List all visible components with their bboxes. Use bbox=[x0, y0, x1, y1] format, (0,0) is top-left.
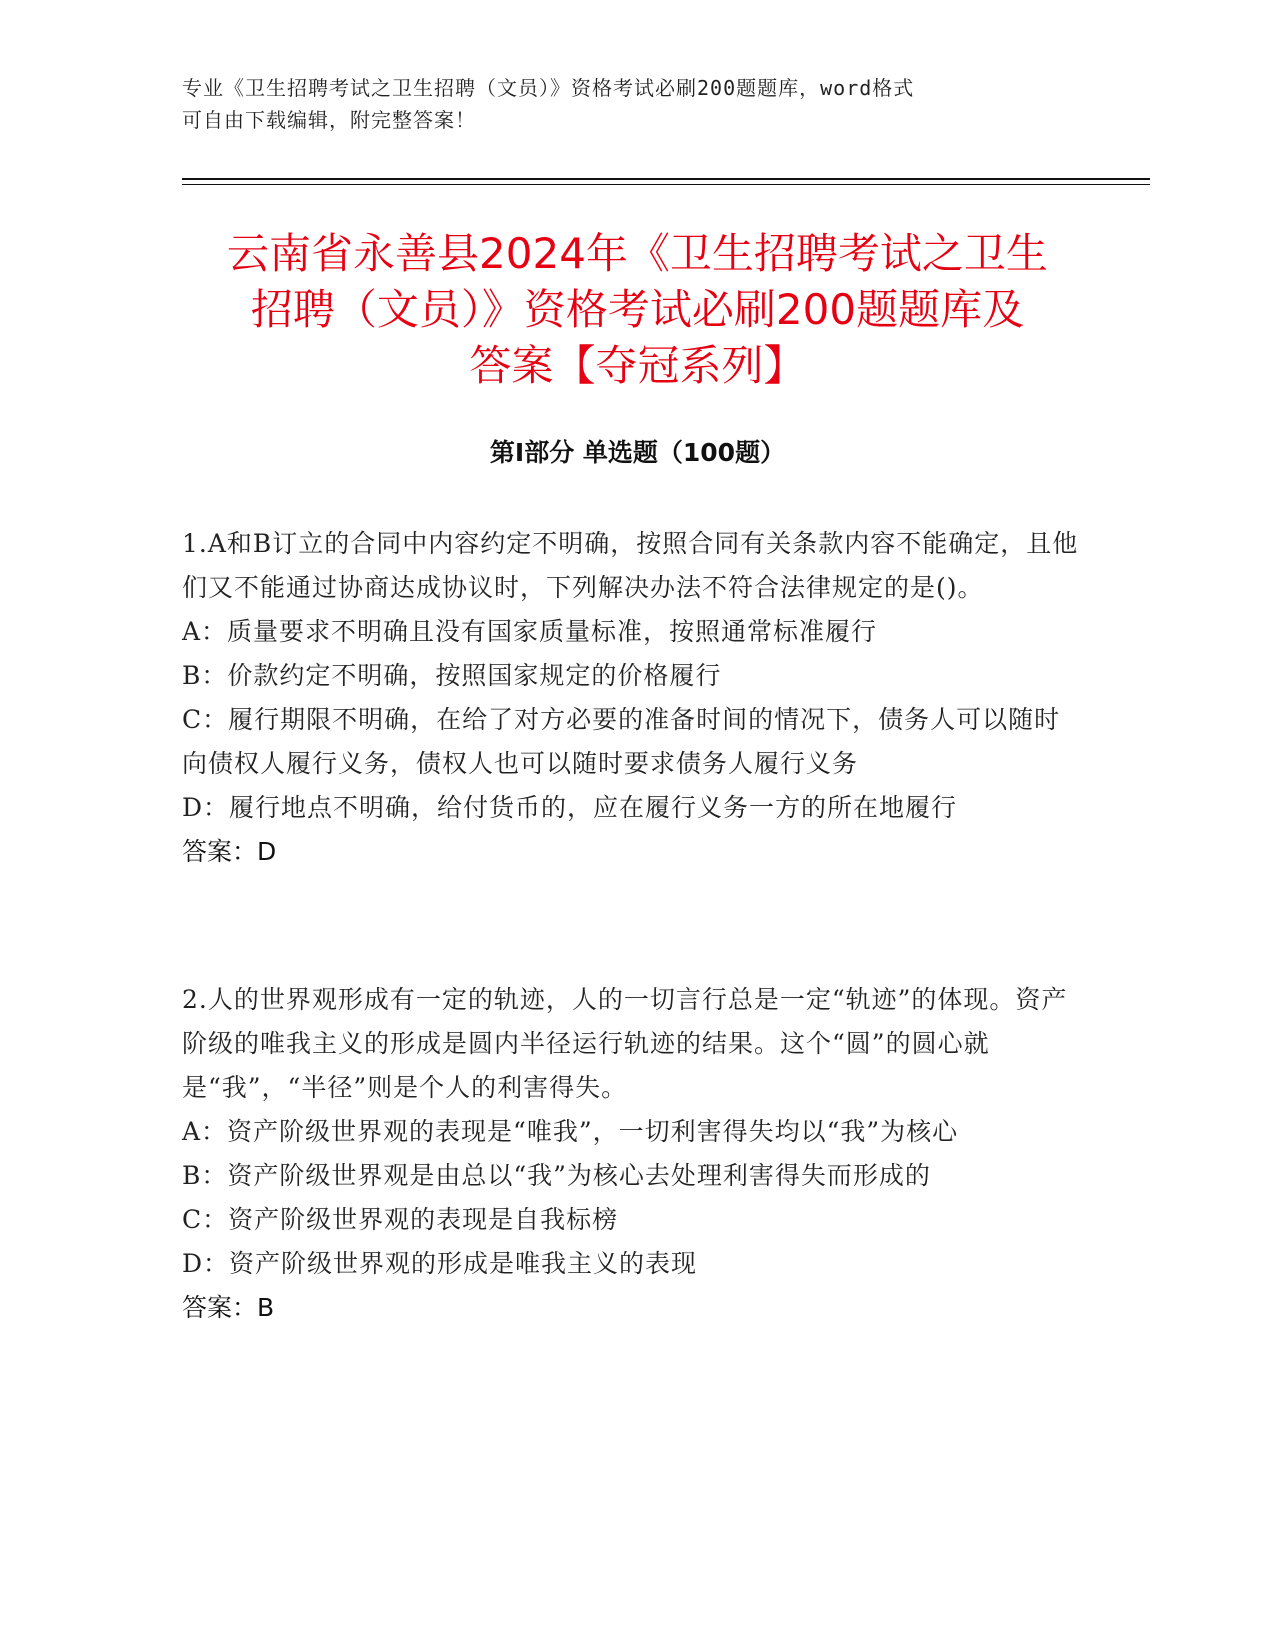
option-c: C：资产阶级世界观的表现是自我标榜 bbox=[182, 1205, 619, 1234]
option-b: B：资产阶级世界观是由总以“我”为核心去处理利害得失而形成的 bbox=[182, 1161, 931, 1190]
title-line-2: 招聘（文员）》资格考试必刷200题题库及 bbox=[250, 285, 1025, 334]
section-heading: 第Ⅰ部分 单选题（100题） bbox=[489, 438, 786, 467]
option-a: A：质量要求不明确且没有国家质量标准，按照通常标准履行 bbox=[182, 617, 878, 646]
option-d: D：履行地点不明确，给付货币的，应在履行义务一方的所在地履行 bbox=[182, 793, 958, 822]
question-stem: 1.A和B订立的合同中内容约定不明确，按照合同有关条款内容不能确定，且他们又不能通过协商达成协议时，下列解决办法不符合法律规定的是()。 bbox=[182, 529, 1079, 602]
document-header bbox=[182, 72, 1062, 136]
title-line-3: 答案【夺冠系列】 bbox=[469, 341, 806, 390]
option-b: B：价款约定不明确，按照国家规定的价格履行 bbox=[182, 661, 722, 690]
answer-text: 答案：B bbox=[182, 1293, 275, 1322]
answer-text: 答案：D bbox=[182, 837, 277, 866]
document-title bbox=[150, 226, 1125, 394]
question-stem: 2.人的世界观形成有一定的轨迹，人的一切言行总是一定“轨迹”的体现。资产阶级的唯我主义的形成是圆内半径运行轨迹的结果。这个“圆”的圆心就是“我”，“半径”则是个人的利害得失。 bbox=[182, 985, 1068, 1102]
title-line-1: 云南省永善县2024年《卫生招聘考试之卫生 bbox=[227, 229, 1048, 278]
option-c: C：履行期限不明确，在给了对方必要的准备时间的情况下，债务人可以随时向债权人履行义务，债权人也可以随时要求债务人履行义务 bbox=[182, 705, 1061, 778]
question-item bbox=[182, 978, 1082, 1330]
option-a: A：资产阶级世界观的表现是“唯我”，一切利害得失均以“我”为核心 bbox=[182, 1117, 959, 1146]
header-divider-thick bbox=[182, 178, 1150, 180]
option-d: D：资产阶级世界观的形成是唯我主义的表现 bbox=[182, 1249, 698, 1278]
header-divider-thin bbox=[182, 184, 1150, 185]
header-line-2: 可自由下载编辑，附完整答案！ bbox=[182, 108, 476, 132]
header-line-1: 专业《卫生招聘考试之卫生招聘（文员）》资格考试必刷200题题库，word格式 bbox=[182, 76, 915, 100]
question-item bbox=[182, 522, 1082, 874]
